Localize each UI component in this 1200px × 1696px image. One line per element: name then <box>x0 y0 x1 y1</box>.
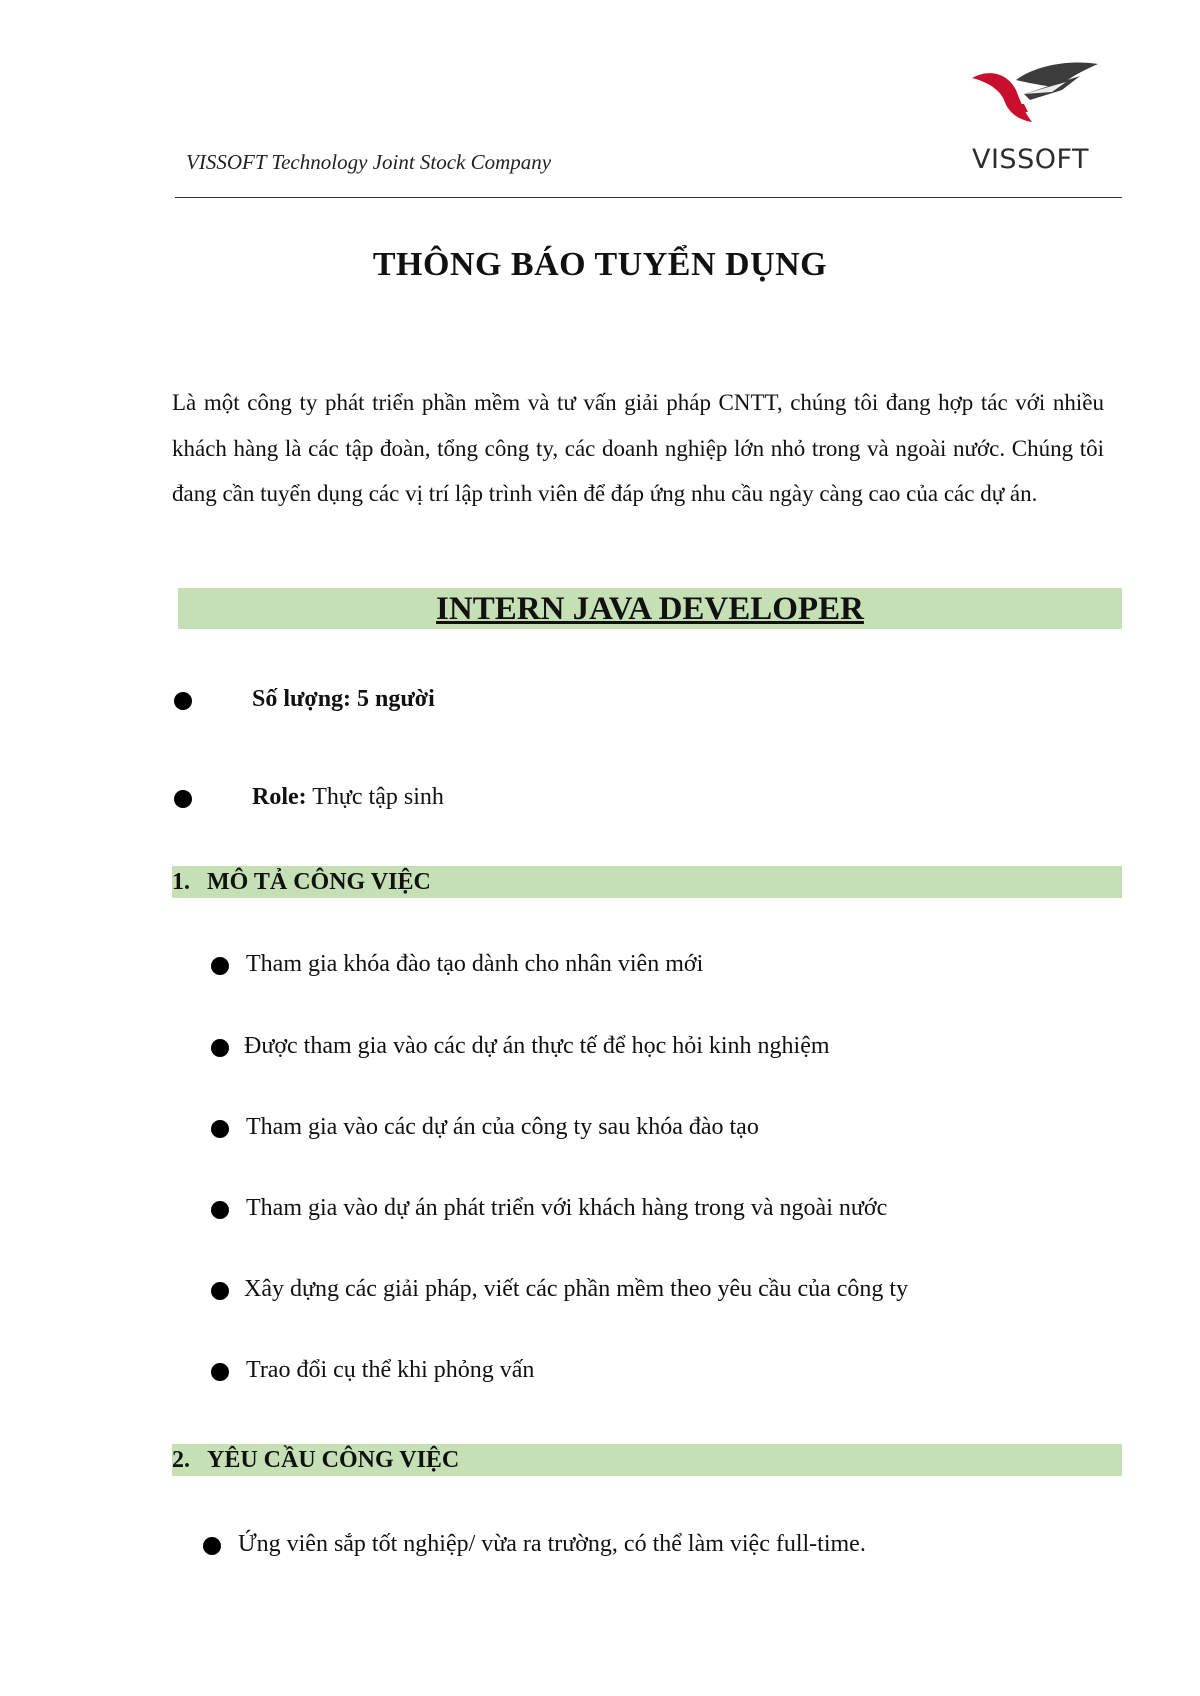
bullet-icon <box>174 790 192 808</box>
bullet-icon <box>174 692 192 710</box>
header-divider <box>175 197 1122 198</box>
list-item: Tham gia vào dự án phát triển với khách hàng trong và ngoài nước <box>246 1195 888 1221</box>
bullet-icon <box>211 1282 229 1300</box>
bullet-icon <box>211 1363 229 1381</box>
quantity-info: Số lượng: 5 người <box>252 686 435 712</box>
vissoft-wing-icon <box>968 60 1100 144</box>
list-item: Trao đổi cụ thể khi phỏng vấn <box>246 1357 535 1383</box>
bullet-icon <box>203 1537 221 1555</box>
section-title-job-description <box>172 866 431 898</box>
list-item: Xây dựng các giải pháp, viết các phần mềm theo yêu cầu của công ty <box>244 1276 909 1302</box>
section-number: 2. <box>172 1447 190 1473</box>
list-item: Tham gia vào các dự án của công ty sau khóa đào tạo <box>246 1114 759 1140</box>
section-title-job-requirements <box>172 1444 459 1476</box>
company-logo <box>968 60 1100 180</box>
list-item: Tham gia khóa đào tạo dành cho nhân viên mới <box>246 951 704 977</box>
section-title: MÔ TẢ CÔNG VIỆC <box>207 869 431 895</box>
intro-paragraph: Là một công ty phát triển phần mềm và tư vấn giải pháp CNTT, chúng tôi đang hợp tác với nhiều khách hàng là các tập đoàn, tổng công ty, các doanh nghiệp lớn nhỏ trong và ngoài nước. Chúng tôi đang cần tuyển dụng các vị trí lập trình viên để đáp ứng nhu cầu ngày càng cao của các dự án. <box>172 390 1104 506</box>
position-title: INTERN JAVA DEVELOPER <box>436 591 864 627</box>
list-item: Ứng viên sắp tốt nghiệp/ vừa ra trường, có thể làm việc full-time. <box>238 1531 866 1557</box>
logo-wordmark: VISSOFT <box>972 144 1090 175</box>
bullet-icon <box>211 1039 229 1057</box>
list-item: Được tham gia vào các dự án thực tế để học hỏi kinh nghiệm <box>244 1033 830 1059</box>
bullet-icon <box>211 957 229 975</box>
section-title: YÊU CẦU CÔNG VIỆC <box>207 1447 460 1473</box>
page-title: THÔNG BÁO TUYỂN DỤNG <box>372 246 828 283</box>
bullet-icon <box>211 1120 229 1138</box>
role-label: Role: <box>252 784 307 810</box>
role-value: Thực tập sinh <box>312 784 444 810</box>
company-name: VISSOFT Technology Joint Stock Company <box>186 150 552 174</box>
bullet-icon <box>211 1201 229 1219</box>
role-info <box>252 784 444 811</box>
section-number: 1. <box>172 869 190 895</box>
